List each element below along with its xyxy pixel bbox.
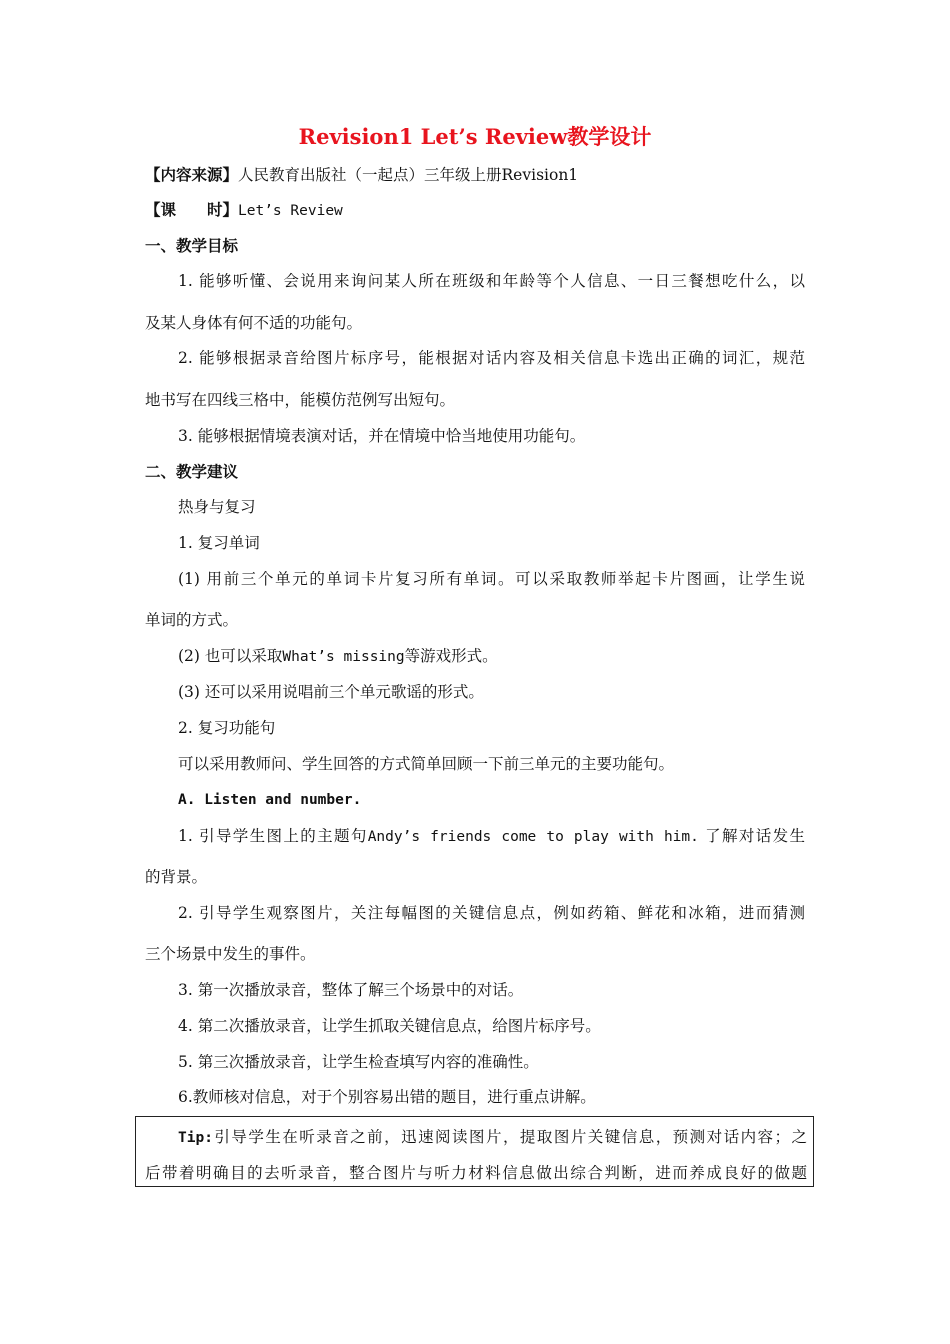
review-words-heading: 1. 复习单词	[178, 534, 260, 552]
period-label: 【课 时】	[145, 200, 239, 219]
section1-heading: 一、教学目标	[145, 236, 239, 255]
tip-line1	[178, 1127, 807, 1148]
source-label: 【内容来源】	[145, 165, 239, 184]
part-a-item1-line1	[178, 826, 805, 847]
section2-heading: 二、教学建议	[145, 462, 239, 481]
period-value: Let’s Review	[238, 203, 343, 219]
part-a-item3: 3. 第一次播放录音，整体了解三个场景中的对话。	[178, 981, 524, 999]
source-value: 人民教育出版社（一起点）三年级上册Revision1	[238, 166, 579, 184]
tip-text-line1: 引导学生在听录音之前，迅速阅读图片，提取图片关键信息，预测对话内容；之	[212, 1128, 807, 1146]
sub2-english: What’s missing	[282, 649, 405, 665]
goal2-line2: 地书写在四线三格中，能模仿范例写出短句。	[145, 391, 456, 409]
period-line	[145, 200, 343, 221]
part-a-item2-line2: 三个场景中发生的事件。	[145, 945, 316, 963]
tip-box	[135, 1116, 814, 1187]
part-a-item2-line1: 2. 引导学生观察图片，关注每幅图的关键信息点，例如药箱、鲜花和冰箱，进而猜测	[178, 904, 805, 922]
review-words-sub3: (3) 还可以采用说唱前三个单元歌谣的形式。	[178, 683, 484, 701]
part-a-heading: A. Listen and number.	[178, 792, 362, 808]
document-title: Revision1 Let’s Review教学设计	[298, 124, 652, 149]
a1-english: Andy’s friends come to play with him.	[367, 829, 699, 845]
a1-suffix: 了解对话发生	[705, 827, 805, 845]
sub2-suffix: 等游戏形式。	[404, 647, 498, 665]
review-words-sub1-line2: 单词的方式。	[145, 611, 239, 629]
goal1-line2: 及某人身体有何不适的功能句。	[145, 314, 363, 332]
part-a-item4: 4. 第二次播放录音，让学生抓取关键信息点，给图片标序号。	[178, 1017, 601, 1035]
sub2-prefix: (2) 也可以采取	[178, 647, 283, 665]
review-words-sub2	[178, 646, 498, 667]
part-a-item1-line2: 的背景。	[145, 868, 208, 886]
goal2-line1: 2. 能够根据录音给图片标序号，能根据对话内容及相关信息卡选出正确的词汇，规范	[178, 349, 805, 367]
tip-label: Tip:	[178, 1130, 213, 1146]
goal1-line1: 1. 能够听懂、会说用来询问某人所在班级和年龄等个人信息、一日三餐想吃什么，以	[178, 272, 805, 290]
a1-prefix: 1. 引导学生图上的主题句	[178, 827, 368, 845]
review-sentences-desc: 可以采用教师问、学生回答的方式简单回顾一下前三单元的主要功能句。	[178, 755, 675, 773]
goal3: 3. 能够根据情境表演对话，并在情境中恰当地使用功能句。	[178, 427, 586, 445]
tip-text-line2: 后带着明确目的去听录音，整合图片与听力材料信息做出综合判断，进而养成良好的做题	[145, 1164, 807, 1182]
warmup-heading: 热身与复习	[178, 498, 256, 516]
part-a-item6: 6.教师核对信息，对于个别容易出错的题目，进行重点讲解。	[178, 1088, 596, 1106]
review-words-sub1-line1: (1) 用前三个单元的单词卡片复习所有单词。可以采取教师举起卡片图画，让学生说	[178, 570, 805, 588]
part-a-item5: 5. 第三次播放录音，让学生检查填写内容的准确性。	[178, 1053, 539, 1071]
source-line	[145, 165, 578, 185]
review-sentences-heading: 2. 复习功能句	[178, 719, 276, 737]
